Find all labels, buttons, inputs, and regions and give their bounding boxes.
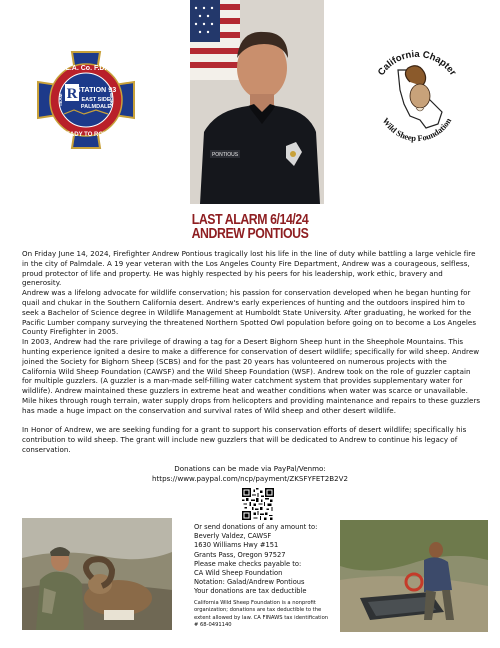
mail-line: Or send donations of any amount to: xyxy=(194,523,318,531)
firefighter-portrait-photo xyxy=(190,0,324,204)
portrait-name-tag: PONTIOUS xyxy=(211,152,239,158)
fine-print-line: California Wild Sheep Foundation is a nonprofit xyxy=(194,600,316,606)
mail-line: Your donations are tax deductible xyxy=(194,587,307,596)
mail-line: Please make checks payable to: xyxy=(194,559,302,568)
donation-instructions: Donations can be made via PayPal/Venmo: xyxy=(174,464,326,473)
station-93-patch-logo xyxy=(34,48,138,152)
donation-qr-code[interactable] xyxy=(242,488,274,520)
patch-station-line-1: EAST SIDE xyxy=(81,97,111,103)
svg-text:Wild Sheep Foundation xyxy=(381,116,454,143)
mail-line: CA Wild Sheep Foundation xyxy=(194,569,283,578)
story-paragraph-4: In Honor of Andrew, we are seeking funding for a grant to support his conservation efforts of desert wildlife; specifically his contribution to wild sheep. The grant will include new guzzlers that will be dedicated to Andrew to continue his legacy of conservation. xyxy=(22,425,467,454)
california-wild-sheep-foundation-logo xyxy=(362,44,472,148)
fine-print-line: extent allowed by law. CA FINAWS tax identification xyxy=(194,614,329,621)
nonprofit-disclaimer xyxy=(194,600,344,629)
honoree-name-heading: ANDREW PONTIOUS xyxy=(191,225,309,242)
patch-bottom-text: READY TO ROLL xyxy=(61,132,111,138)
story-paragraph-1: On Friday June 14, 2024, Firefighter Andrew Pontious tragically lost his life in the line of duty while battling a large vehicle fire in the city of Palmdale. A 19 year veteran with the Los Angeles County Fire Department, Andrew was a courageous, selfless, proud protector of life and property. He was highly respected by his peers for his leadership, work ethic, bravery and generosity. xyxy=(22,249,476,288)
paypal-link[interactable]: https://www.paypal.com/ncp/payment/ZKSFYFET2B2V2 xyxy=(152,474,348,483)
patch-monogram: R xyxy=(66,86,78,102)
story-paragraph-2: Andrew was a lifelong advocate for wildlife conservation; his passion for conservation developed when he began hunting for quail and chukar in the Southern California desert. Andrew's early experiences of hunting and the outdoors inspired him to seek a Bachelor of Science degree in Wildlife Management at Humboldt State University. After graduating, he worked for the Pacific Lumber company surveying the threatened Northern Spotted Owl population before going on to become a Los Angeles County Firefighter in 2005. xyxy=(22,288,477,337)
patch-left-text: TEAM xyxy=(58,93,63,107)
patch-station: STATION 93 xyxy=(75,85,117,94)
mail-line: Beverly Valdez, CAWSF xyxy=(194,532,272,541)
fine-print-line: # 68-0491140 xyxy=(194,621,232,628)
patch-top-text: L.A. Co. F.D. xyxy=(65,65,107,72)
mail-line: Grants Pass, Oregon 97527 xyxy=(194,550,286,559)
guzzler-maintenance-photo xyxy=(340,520,488,632)
memorial-story xyxy=(22,249,482,455)
fine-print-line: organization; donations are tax deductible to the xyxy=(194,607,322,614)
patch-right-text: WORK xyxy=(109,92,114,108)
mailing-address-block xyxy=(194,523,344,597)
patch-station-line-2: PALMDALE xyxy=(80,104,112,110)
logo-bottom-text: Wild Sheep Foundation xyxy=(380,116,454,144)
last-alarm-heading: LAST ALARM 6/14/24 xyxy=(191,211,309,228)
mail-line: Notation: Galad/Andrew Pontious xyxy=(194,578,305,587)
mail-line: 1630 Williams Hwy #151 xyxy=(194,541,279,550)
story-paragraph-3: In 2003, Andrew had the rare privilege of drawing a tag for a Desert Bighorn Sheep hunt in the Sheephole Mountains. This hunting experience ignited a desire to make a difference for conservation of desert wildlife; specifically for wild sheep. Andrew joined the Society for Bighorn Sheep (SCBS) and for the past 20 years has volunteered on numerous projects with the California Wild Sheep Foundation (CAWSF) and the Wild Sheep Foundation (WSF). Andrew took on the role of guzzler captain for multiple guzzlers. (A guzzler is a man-made self-filling water catchment system that provides supplementary water for wildlife). Andrew maintained these guzzlers in extreme heat and weather conditions when water was scarce or unavailable. Mile hikes through rough terrain, water supply drops from helicopters and providing maintenance and repairs to these guzzlers has made a huge impact on the conservation and survival rates of Wild sheep and other desert wildlife. xyxy=(22,337,481,415)
hunter-with-bighorn-sheep-photo xyxy=(22,518,172,630)
logo-top-text: California Chapter xyxy=(375,48,459,78)
